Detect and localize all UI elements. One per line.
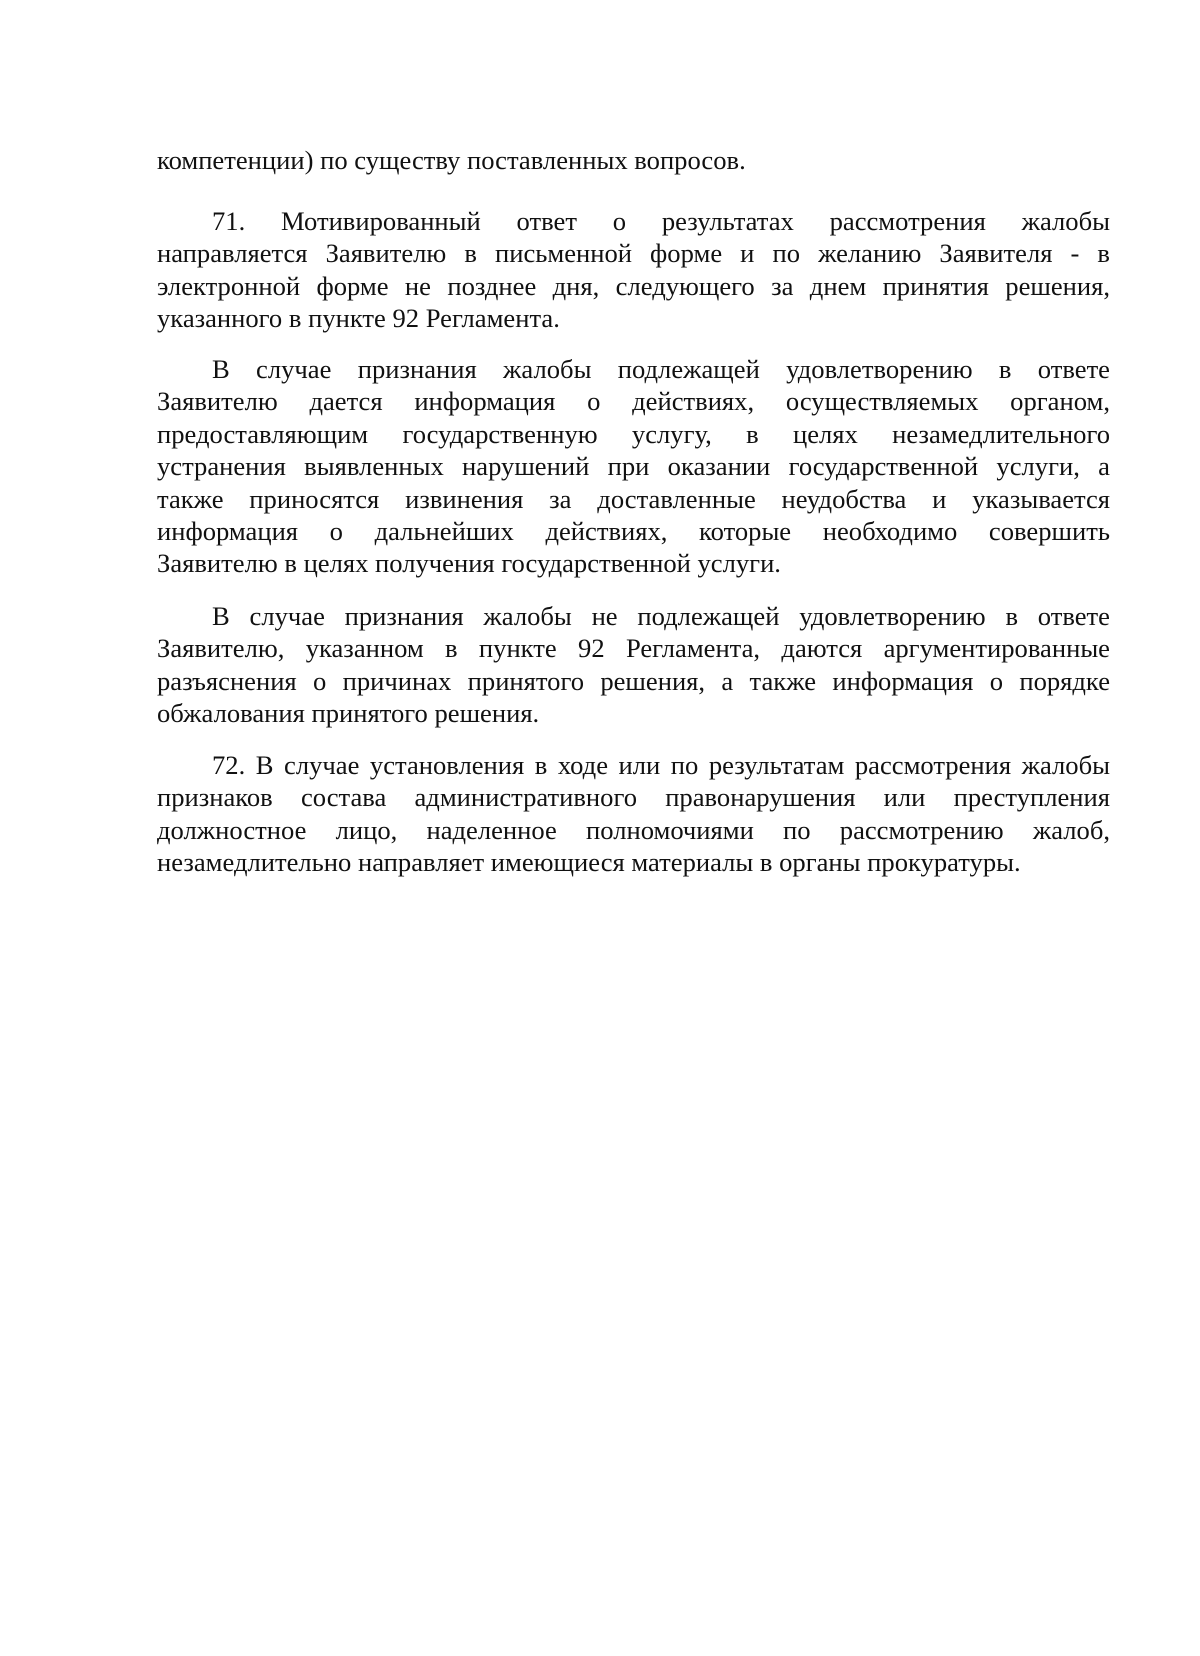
paragraph-line: Заявителю в целях получения государственной услуги.: [157, 548, 781, 579]
paragraph-line: Заявителю дается информация о действиях, осуществляемых органом,: [157, 386, 1110, 417]
paragraph-satisfied-complaint: [157, 353, 1110, 580]
paragraph-line: предоставляющим государственную услугу, в целях незамедлительного: [157, 418, 1110, 449]
paragraph-72: [157, 749, 1110, 879]
paragraph-line: компетенции) по существу поставленных вопросов.: [157, 145, 746, 175]
paragraph-line: указанного в пункте 92 Регламента.: [157, 303, 560, 334]
paragraph-line: информация о дальнейших действиях, которые необходимо совершить: [157, 516, 1110, 547]
paragraph-line: В случае признания жалобы не подлежащей удовлетворению в ответе: [212, 601, 1110, 631]
paragraph-line: устранения выявленных нарушений при оказании государственной услуги, а: [157, 451, 1110, 482]
paragraph-line: разъяснения о причинах принятого решения, а также информация о порядке: [157, 665, 1110, 696]
paragraph-line: Заявителю, указанном в пункте 92 Регламента, даются аргументированные: [157, 633, 1110, 664]
paragraph-line: должностное лицо, наделенное полномочиями по рассмотрению жалоб,: [157, 814, 1110, 845]
paragraph-line: направляется Заявителю в письменной форме и по желанию Заявителя - в: [157, 238, 1110, 269]
paragraph-line: В случае признания жалобы подлежащей удовлетворению в ответе: [212, 354, 1110, 384]
paragraph-line: электронной форме не позднее дня, следующего за днем принятия решения,: [157, 270, 1110, 301]
paragraph-line: незамедлительно направляет имеющиеся материалы в органы прокуратуры.: [157, 847, 1021, 878]
paragraph-line: также приносятся извинения за доставленные неудобства и указывается: [157, 483, 1110, 514]
paragraph-71: [157, 205, 1110, 335]
paragraph-rejected-complaint: [157, 600, 1110, 730]
paragraph-line: признаков состава административного правонарушения или преступления: [157, 782, 1110, 813]
paragraph-continuation: [157, 144, 1110, 176]
paragraph-line: обжалования принятого решения.: [157, 698, 540, 729]
paragraph-line: 72. В случае установления в ходе или по результатам рассмотрения жалобы: [212, 750, 1110, 780]
paragraph-line: 71. Мотивированный ответ о результатах рассмотрения жалобы: [212, 206, 1110, 236]
